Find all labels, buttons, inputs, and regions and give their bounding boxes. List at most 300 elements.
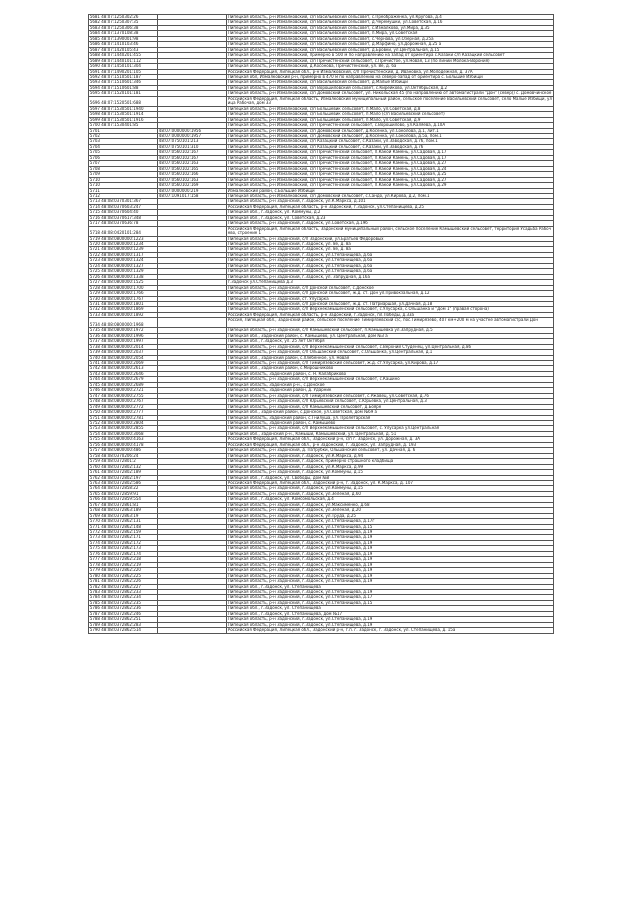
record-number: 5742 [89,365,100,371]
cadastral-number: 48:08:0800000:2689 [101,382,144,387]
record-number: 5705 [89,149,100,155]
record-number: 5727 [89,279,100,285]
cadastral-number: 48:08:0800000:486 [101,447,141,453]
object-cadastral-number: 48:07:0750101:310 [158,144,227,149]
address-cell: Липецкая область, р-н Измалковский, с/п Васильевский сельсовет, с.Чернава, ул.Озерная, д.25а [227,36,554,41]
record-number: 5785 [89,600,100,605]
record-number: 5753 [89,425,100,431]
address-cell: г.Задонск ул.Степанищева д.3 [227,280,554,285]
record-number: 5723 [89,257,100,263]
cadastral-number: 48:08:0372862:233 [101,589,141,595]
cadastral-number: 48:08:0800000:1329 [101,268,144,274]
record-number: 5734 [89,321,100,327]
address-cell: Российская Федерация, Липецкая обл., Задонский р-н, г.п. г. Задонск, г. Задонск, ул. Степанищева, д. 15а [227,628,554,633]
cadastral-number: 48:08:0372862:234 [101,594,141,600]
address-cell: Российская Федерация, Липецкая обл., Задонский р-н, г. Задонск, ул. К.Маркса, д. 107 [227,480,554,485]
cadastral-number: 48:08:0372862:171 [101,534,141,540]
object-cadastral-number [158,628,227,633]
address-cell: Липецкая область, р-н Задонский, с/п Верхнекамышенский сельсовет, с.Улусарка, с.Ольшанка и "Дом 1" (правая сторона) [227,307,554,312]
object-cadastral-number: 48:07:1091017:158 [158,193,227,198]
record-number: 5768 [89,507,100,513]
cadastral-number: 48:07:1530501:1940 [101,106,144,111]
cadastral-number: 48:08:0372862:131 [101,518,141,524]
cadastral-number: 48:08:0800000:1997 [101,338,144,344]
cadastral-number: 48:08:0372862:251 [101,616,141,622]
address-cell: Липецкая область, р-н Измалковский, с/п Пречистенский сельсовет, п.Какой Камень, ул.Садовая, д.24 [227,166,554,171]
record-number: 5762 [89,475,100,480]
record-number: 5730 [89,296,100,301]
address-cell: Липецкая область, р-н Задонский, с/п Донской сельсовет, ж.д. ст. Дон ул.Привокзальная, д.12 [227,291,554,296]
record-number: 5719 [89,236,100,241]
address-cell: Липецкая область, р-н Задонский, г.Задонск, ул.Степанищева, д.19 [227,579,554,584]
address-cell: Липецкая обл., Задонский район, с.Донское, ул.Советская, дом №69 а [227,410,554,415]
address-cell: Липецкая область, р-н Задонский, г.Задонск, ул.Степанищева, д.19 [227,568,554,573]
cadastral-number: 48:08:0372862:159 [101,529,141,535]
record-number: 5772 [89,529,100,535]
address-cell: Липецкая область, р-н Задонский, г.Задонск, ул.Коммуны, д.15 [227,470,554,475]
address-cell: Липецкая область, р-н Задонский, с/п Задонский, ул.Братьев Федоровых [227,236,554,241]
address-cell: Липецкая область, р-н Задонский, г.Задонск, ул.Степанищева, д.19 [227,622,554,627]
address-cell: Липецкая область, р-н Измалковский, д.Косонова, Пречистенский, ул. 8е, д. 6а [227,64,554,69]
address-cell: Липецкая область, р-н Задонский, г.Задонск, ул.Степанищева, д.19 [227,573,554,578]
record-number: 5725 [89,268,100,274]
address-cell: Липецкая область, р-н Задонский, г.Задонск, ул.Степанищева, д.19 [227,617,554,622]
cadastral-number: 48:08:0800000:1525 [101,279,144,285]
object-cadastral-number: 48:07:0560102:167 [158,150,227,155]
address-cell: Российская Федерация, Липецкая область, р-н Задонский, г.Задонск, пл.Победы, д.33а [227,312,554,317]
address-cell: Российская Федерация, Липецкая область, р-н Задонский, г.Задонск, ул.Степанищева, д.25 [227,204,554,209]
object-cadastral-number [158,318,227,328]
cadastral-number: 48:07:1390001:98 [101,36,139,41]
record-number: 5708 [89,166,100,171]
address-cell: Липецкая область, р-н Задонский, г.Задонск, ул.Степанищева, д.6а [227,258,554,263]
address-cell: Липецкая область, Задонский район, д. Ударник [227,388,554,393]
table-row [89,318,554,328]
address-cell: Липецкая область, р-н Задонский, с/п Камышевский сельсовет, д.Бояре [227,404,554,409]
record-number: 5728 [89,285,100,290]
object-cadastral-number: 48:07:0560102:163 [158,161,227,166]
record-number: 5710 [89,182,100,188]
record-number: 5733 [89,312,100,317]
table-row [89,628,554,633]
record-number: 5706 [89,155,100,160]
address-cell: Липецкая обл., Задонский район, с.Мирошниково [227,366,554,371]
object-cadastral-number: 48:07:0000000:219 [158,188,227,193]
cadastral-number: 48:08:0372862:283 [101,622,141,627]
address-cell: Липецкая обл., г.Задонск, ул. Степанищева [227,606,554,611]
address-cell: Липецкая область, р-н Измалковский, с/п Пречистенский сельсовет, с.Пречистое, ул.Новая, 13 (по линии Молока-Ворония) [227,58,554,63]
record-number: 5786 [89,605,100,611]
cadastral-number: 48:08:0800000:2054 [101,355,144,360]
cadastral-number: 48:07:1530401:85 [101,122,139,128]
address-cell: Липецкая область, р-н Задонский, г.Задонск, ул.Степанищева, д.6а [227,269,554,274]
address-cell: Липецкая область, р-н Измалковский, с/п Васильевский сельсовет, п.Мира, ул.Советская [227,31,554,36]
record-number: 5756 [89,442,100,447]
record-number: 5783 [89,589,100,595]
record-number: 5717 [89,220,100,226]
address-cell: Измалковский район, с.Большие Избищи [227,188,554,193]
record-number: 5694 [89,85,100,90]
address-cell: Липецкая область, р-н Задонский, г.Задонск, ул.Степанищева, д.17г [227,519,554,524]
cadastral-number: 48:08:0372802:586 [101,480,141,485]
record-number: 5714 [89,204,100,209]
record-number: 5682 [89,19,100,25]
address-cell: Липецкая область, р-н Задонский, с/п Ольшанский сельсовет, с.Ольшанка, ул.Центральная, д.1 [227,350,554,355]
record-number: 5685 [89,36,100,41]
address-cell: Липецкая область, р-н Измалковский, с/п Пречистенский сельсовет, п.Какой Камень, ул.Садовая, д.27 [227,161,554,166]
record-number: 5690 [89,63,100,69]
cadastral-number: 48:08:0372862:514 [101,627,141,633]
address-cell: Липецкая область, Задонский район, с. Камышево [227,420,554,425]
address-cell: Российская Федерация, Липецкая область, Задонский муниципальный район, сельское поселение Камышевский сельсовет, территория Усадьба Рабочево, строение 1 [227,226,554,236]
cadastral-number: 48:08:0800000:1996 [101,333,144,338]
record-number: 5715 [89,209,100,215]
address-cell: Липецкая обл., Задонский район, с.Хлебенное, ул. Новая [227,355,554,360]
address-cell: Липецкая область, р-н Измалковский, с/п Пречистенский сельсовет, п.Какой Камень, ул.Садовая, д.17 [227,155,554,160]
record-number: 5769 [89,513,100,518]
cadastral-number: 48:07:1440201:455 [101,52,141,58]
address-cell: Липецкая область, р-н Задонский, г.Задонск, ул.Степанищева, д.19 [227,535,554,540]
record-number: 5767 [89,502,100,507]
object-cadastral-number [158,96,227,106]
cadastral-number: 48:08:0800000:1223 [101,236,144,241]
address-cell: Липецкая область, р-н Задонский, г.Задонск, ул.Степанищева, д.19 [227,590,554,595]
address-cell: Липецкая обл, Измалковский р-н, примерно в 470 м по направлению на северо-запад от ориентира с. Большие Избищи [227,74,554,79]
record-number: 5701 [89,128,100,133]
address-cell: Липецкая область, р-н Задонский, с/п Тимирязевский сельсовет, с.Ржавец, ул.Советская, д.76 [227,393,554,398]
record-number: 5774 [89,540,100,545]
address-cell: Липецкая обл., г.Задонск, ул. Комсомольская, д.4 [227,497,554,502]
record-number: 5689 [89,58,100,63]
record-number: 5764 [89,485,100,491]
address-cell: Липецкая область, р-н Задонский, г.Задонск, ул.Степанищева, д.19 [227,557,554,562]
record-number: 5684 [89,30,100,36]
address-cell: Липецкая область, р-н Задонский, г.Задонск, ул.К.Маркса, д.94 [227,453,554,458]
address-cell: Липецкая область, р-н Задонский, с/п Верхнекамышенский сельсовет, с.Верхний Студенец, ул.Центральная, д.86 [227,344,554,349]
registry-table [88,14,554,634]
cadastral-number: 48:08:0800000:1317 [101,252,144,257]
cadastral-number: 48:08:0372862:226 [101,578,141,584]
cadastral-number: 48:08:0800000:4178 [101,442,144,447]
record-number: 5789 [89,622,100,627]
address-cell: Липецкая область, р-н Задонский, ст. Улусарка [227,296,554,301]
record-number: 5724 [89,263,100,268]
cadastral-number: 48:08:0372801:2 [101,458,136,464]
cadastral-number: 48:07:1440101:112 [101,58,141,63]
address-cell: Липецкая обл., Задонский р-н., Камыши, Камышевский, ул. Центральная, д. 51 [227,431,554,436]
cadastral-number: 48:08:0800000:2069 [101,360,144,365]
address-cell: Липецкая область, р-н Измалковский, с/п Казацкий сельсовет, с.Казаки, ул.Заводская, д.76 [227,144,554,149]
record-number: 5777 [89,556,100,562]
cadastral-number: 48:08:0800000:2721 [101,387,144,393]
address-cell: Российская Федерация, Липецкая область, Измалковский муниципальный район, сельское поселение Васильевский сельсовет, село Малые Избищи, улица Рабочая, дом 33 [227,96,552,106]
cadastral-number: 48:08:0372863:19 [101,513,139,518]
cadastral-number: 48:07:1510501:187 [101,74,141,79]
address-cell: Липецкая область, р-н Задонский, с/п Тимирязевский сельсовет, ж.д. ст.Улусарка, ул.Кирова, д.17 [227,360,554,365]
record-number: 5695 [89,90,100,96]
cadastral-number: 48:08:0370206:24 [101,453,139,458]
cadastral-number: 48:08:0372862:148 [101,524,141,529]
address-cell: Липецкая область, р-н Измалковский, с/п Васильевский сельсовет, д.Черемушки, ул.Советская, д.16 [227,20,554,25]
record-number: 5750 [89,409,100,415]
address-cell: Липецкая область, р-н Задонский, с/п Верхнекамышенский сельсовет, с.Кашино [227,377,554,382]
cadastral-number: 48:08:0800000:1338 [101,274,144,279]
address-cell: Липецкая область, р-н Измалковский, с/п Васильевский сельсовет, с.Преображенка, ул.Кругова, д.4 [227,15,554,20]
cadastral-number: 48:08:0370604:40 [101,209,139,215]
record-number: 5751 [89,415,100,420]
address-cell: Липецкая область, р-н Измалковский, с/п Васильевский сельсовет, д.Бровки, ул.Центральная, д.15 [227,47,554,52]
address-cell: Липецкая область, р-н Задонский, г.Задонск, ул.Зеленая, д.60 [227,491,554,496]
cadastral-number: 48:07:1520101:181 [101,90,141,96]
record-number: 5697 [89,106,100,111]
address-cell: Российская Федерация, Липецкая обл., р-н Измалковский, с/п Пречистенский, д. Ивановка, ул.Молодежная, д. 37А [227,69,554,74]
record-number: 5748 [89,398,100,404]
cadastral-number: 48:08:0800000:2755 [101,393,144,398]
record-number: 5683 [89,25,100,30]
object-cadastral-number: 48:07:0000000:1957 [158,133,227,138]
cadastral-number: 48:08:0800000:3068 [101,431,144,436]
object-cadastral-number: 48:07:0000000:1956 [158,128,227,133]
cadastral-number: 48:08:0800000:1968 [101,321,144,327]
record-number: 5741 [89,360,100,365]
address-cell: Липецкая обл., г.Задонск, ул. Степанищева, дом №17 [227,611,554,616]
record-number: 5688 [89,52,100,58]
record-number: 5681 [89,14,100,19]
record-number: 5743 [89,371,100,376]
record-number: 5760 [89,464,100,469]
cadastral-number: 48:08:0800000:1234 [101,241,144,247]
object-cadastral-number [158,226,227,236]
record-number: 5766 [89,496,100,502]
record-number: 5771 [89,524,100,529]
cadastral-number: 48:08:0372802:197 [101,475,141,480]
record-number: 5749 [89,404,100,409]
address-cell: Липецкая область, р-н Задонский, с/п Юрьевский сельсовет, с.Юрьевка, ул.Центральная, д.3 [227,399,554,404]
object-cadastral-number: 48:07:0560102:166 [158,172,227,177]
address-cell: Липецкая область, р-н Задонский, г.Задонск, ул.Степанищева, д.19 [227,551,554,556]
address-cell: Российская Федерация, Липецкая обл., Задонский р-н, с/п г. Задонск, ул. Дорожная, д. 3А [227,437,554,442]
record-number: 5740 [89,355,100,360]
registry-rows [89,15,554,634]
cadastral-number: 48:07:1250307:35 [101,19,139,25]
object-cadastral-number: 48:07:0560102:167 [158,155,227,160]
record-number: 5691 [89,69,100,74]
address-cell: Липецкая область, р-н Задонский, г.Задонск, ул.К.Маркса, д.99 [227,464,554,469]
cadastral-number: 48:08:0372861:81 [101,502,139,507]
cadastral-number: 48:08:0372862:225 [101,573,141,578]
address-cell: Липецкая область, р-н Измалковский, с/п Пречистенский сельсовет, п.Какой Камень, ул.Садовая, д.29 [227,183,554,188]
cadastral-number: 48:07:1450101:304 [101,63,141,69]
record-number: 5784 [89,594,100,600]
record-number: 5759 [89,458,100,464]
cadastral-number: 48:08:0800000:2037 [101,349,144,355]
cadastral-number: 48:07:1510601:88 [101,85,139,90]
record-number: 5726 [89,274,100,279]
table-row [89,226,554,236]
cadastral-number: 48:07:1250306:38 [101,25,139,30]
record-number: 5738 [89,344,100,349]
address-cell: Липецкая область, Задонский район, с. Н. Калабриково [227,371,554,376]
address-cell: Российская Федерация, Липецкая обл., р-н Задонский, г. Задонск, ул. Запрудная, д. 193 [227,442,554,447]
cadastral-number: 48:08:0372802:189 [101,469,141,475]
record-number-cadastral-cell [89,628,158,633]
address-cell: Липецкая область, р-н Задонский, г.Задонск, ул.Труда, д.25 [227,513,554,518]
cadastral-number: 48:07:1410103:46 [101,41,139,47]
cadastral-number: 48:08:0372862:246 [101,611,141,616]
cadastral-number: 48:08:0800000:1700 [101,285,144,290]
record-number: 5790 [89,627,100,633]
cadastral-number: 48:08:0372862:218 [101,556,141,562]
address-cell: Липецкая область, Задонский р-н., с.Донское [227,382,554,387]
cadastral-number: 48:08:0800000:4163 [101,436,144,442]
record-number: 5739 [89,349,100,355]
cadastral-number: 48:08:0372862:236 [101,605,141,611]
address-cell: Липецкая область, р-н Измалковский, с/п Казацкий сельсовет, с.Казаки, ул.Заводская, д.76, пом.1 [227,139,554,144]
address-cell: Липецкая область, р-н Задонский, с/п Верхнекамышенский сельсовет, с. Улусарка ул.Центральная [227,426,554,431]
cadastral-number: 48:08:0800000:1972 [101,327,144,333]
address-cell: Липецкая область, р-н Задонский, с/п Донской сельсовет, с.Донское [227,285,554,290]
cadastral-number: 48:08:0372862:172 [101,540,141,545]
cadastral-number: 48:08:0420101:284 [101,230,141,236]
address-cell: Липецкая область, р-н Задонский, г.Задонск, ул. 8е, д. 8а [227,242,554,247]
object-cadastral-number: 48:07:0560102:165 [158,166,227,171]
address-cell: Липецкая обл., г.Задонск, ул. Свободы, дом №8 [227,475,554,480]
record-number: 5778 [89,562,100,567]
record-number: 5775 [89,545,100,551]
record-number: 5702 [89,133,100,138]
address-cell: Липецкая область, р-н Измалковский, примерно в 500 м по направлению на запад от ориентира с.Казаки с/п Казацкий сельсовет [227,53,554,58]
record-number: 5686 [89,41,100,47]
address-cell: Липецкая область, р-н Измалковский, с/п Домовский сельсовет, с.Сандо, ул.Кирова, д.2, пом.1 [227,193,554,198]
record-number: 5711 [89,188,100,193]
address-cell: Липецкая область, р-н Задонский, г.Задонск, ул.Максименко, д.68 [227,502,554,507]
record-number: 5703 [89,138,100,144]
address-cell: Липецкая область, р-н Задонский, с/п Камышевский сельсовет, п.Камышевка ул.Запрудная, д.5 [227,328,554,333]
cadastral-number: 48:07:1250302:26 [101,14,139,19]
record-number: 5763 [89,480,100,485]
address-cell: Липецкая область, р-н Измалковский, с/п Васильевский сельсовет, д.Малые Избищи [227,80,554,85]
record-number: 5700 [89,122,100,128]
table-row [89,96,554,106]
record-number: 5709 [89,171,100,177]
cadastral-number: 48:07:1520501:688 [101,100,141,106]
record-number: 5776 [89,551,100,556]
address-cell: Липецкая область, р-н Измалковский, с/п Большевик сельсовет, п.Мало, ул.Советская, д.8 [227,106,554,111]
address-cell: Липецкая область, р-н Задонский, г.Задонск, ул.Советская, д.19б [227,221,554,226]
cadastral-number: 48:08:0800000:1766 [101,290,144,296]
record-number: 5737 [89,338,100,344]
cadastral-number: 48:08:0800000:2772 [101,404,144,409]
record-number: 5729 [89,290,100,296]
cadastral-number: 48:08:0800000:2767 [101,398,144,404]
record-number: 5698 [89,111,100,117]
record-number: 5782 [89,584,100,589]
cadastral-number: 48:08:0372862:235 [101,600,141,605]
cadastral-number: 48:08:0370603:247 [101,204,141,209]
record-number: 5735 [89,327,100,333]
record-number: 5722 [89,252,100,257]
record-number: 5770 [89,518,100,524]
record-number: 5718 [89,230,100,236]
address-cell: Липецкая область, р-н Задонский, г.Задонск, ул.Степанищева, д.19 [227,546,554,551]
cadastral-number: 48:08:0372862:174 [101,551,141,556]
record-number: 5720 [89,241,100,247]
cadastral-number: 48:07:1370108:38 [101,30,139,36]
address-cell: Липецкая область, р-н Измалковский, с/п Ворошиловский сельсовет, с.Кирейково, ул.Октябрьская, д.2 [227,85,554,90]
record-number-cadastral-cell [89,318,158,328]
cadastral-number: 48:08:0372862:220 [101,567,141,573]
record-number: 5721 [89,246,100,252]
object-cadastral-number: 48:07:0560102:163 [158,177,227,182]
cadastral-number: 48:08:0372863:189 [101,507,141,513]
cadastral-number: 48:08:0800000:2855 [101,425,144,431]
cadastral-number: 48:08:0800000:2777 [101,409,144,415]
address-cell: Липецкая область, р-н Измалковский, с/п Пречистенский сельсовет, с.Ворошилово, ул.Каляева, д.10А [227,123,554,128]
address-cell: Липецкая обл., г.Задонск, ул. 25 лет Октября [227,339,554,344]
address-cell: Липецкая область, р-н Задонский, г.Задонск, ул.К.Маркса, д.101 [227,199,554,204]
address-cell: Липецкая обл., г.Задонск, ул. Советская, д.23 [227,215,554,220]
record-number: 5746 [89,387,100,393]
cadastral-number: 48:08:0372858:22 [101,485,139,491]
address-cell: Липецкая область, р-н Измалковский, с/п Домовский сельсовет, д.Косенка, ул.Соколова, д.5а, пом.1 [227,133,554,138]
address-cell: Липецкая область, р-н Измалковский, с/п Большевик сельсовет, п.Мало (с/п Васильевский сельсовет) [227,112,554,117]
record-number: 5707 [89,160,100,166]
cadastral-number: 48:08:0370301:367 [101,198,141,204]
object-cadastral-number: 48:07:0560102:169 [158,183,227,188]
address-cell: Липецкая область, р-н Задонский, г.Задонск, ул.Степанищева, д.19 [227,530,554,535]
address-cell: Липецкая область, р-н Измалковский, с/п Васильевский сельсовет, с.Измалково, ул.Мира, д.35 [227,25,554,30]
record-number: 5687 [89,47,100,52]
record-number-cadastral-cell [89,96,158,106]
record-number: 5693 [89,79,100,85]
record-number: 5745 [89,382,100,387]
address-cell: Липецкая область, р-н Задонский, г.Задонск, ул.Степанищева, д.6а [227,263,554,268]
record-number: 5773 [89,534,100,540]
record-number: 5754 [89,431,100,436]
address-cell: Липецкая область, р-н Задонский, г.Задонск, ул.Степанищева, д.6а [227,252,554,257]
cadastral-number: 48:07:1530501:1916 [101,117,144,122]
cadastral-number: 48:08:0800000:1869 [101,306,144,312]
record-number: 5713 [89,198,100,204]
cadastral-number: 48:08:0800000:1892 [101,312,144,317]
address-cell: Россия, Липецкая обл., Задонский район, сельское поселение Тимирязевский с/с, пос.Тимирязево, 407 км+200 м на участке автомагистрали Дон [227,318,554,328]
address-cell: Липецкая область, р-н Задонский, г.Задонск, ул.Степанищева, д.15 [227,524,554,529]
cadastral-number: 48:08:0800000:1324 [101,257,144,263]
cadastral-number: 48:08:0800000:1327 [101,263,144,268]
address-cell: Липецкая область, р-н Задонский, г.Задонск, примерно страшного кладбища [227,459,554,464]
record-number: 5692 [89,74,100,79]
cadastral-number: 48:08:0372859:91 [101,491,139,496]
address-cell: Липецкая область, р-н Измалковский, с/п Васильевский сельсовет, д.Марфино, ул.Дорожная, д.25 а [227,42,554,47]
cadastral-number: 48:07:1420105:43 [101,47,139,52]
record-number-cadastral-cell [89,226,158,236]
cadastral-number: 48:08:0800000:2613 [101,365,144,371]
cadastral-number: 48:08:0800000:1801 [101,301,144,307]
address-cell: Липецкая область, р-н Задонский, г.Задонск, ул.Зеленая, д.20 [227,508,554,513]
cadastral-number: 48:08:0800000:2804 [101,420,144,425]
record-number: 5755 [89,436,100,442]
object-cadastral-number: 48:07:0750101:213 [158,139,227,144]
record-number: 5765 [89,491,100,496]
record-number: 5704 [89,144,100,149]
record-number: 5758 [89,453,100,458]
cadastral-number: 48:08:0372802:132 [101,464,141,469]
cadastral-number: 48:08:0800000:1767 [101,296,144,301]
record-number: 5761 [89,469,100,475]
record-number: 5780 [89,573,100,578]
cadastral-number: 48:08:0370636:78 [101,220,139,226]
address-cell: Липецкая область, р-н Измалковский, с/п Большевик сельсовет, п.Мало, ул.Советская, д.9 [227,117,554,122]
